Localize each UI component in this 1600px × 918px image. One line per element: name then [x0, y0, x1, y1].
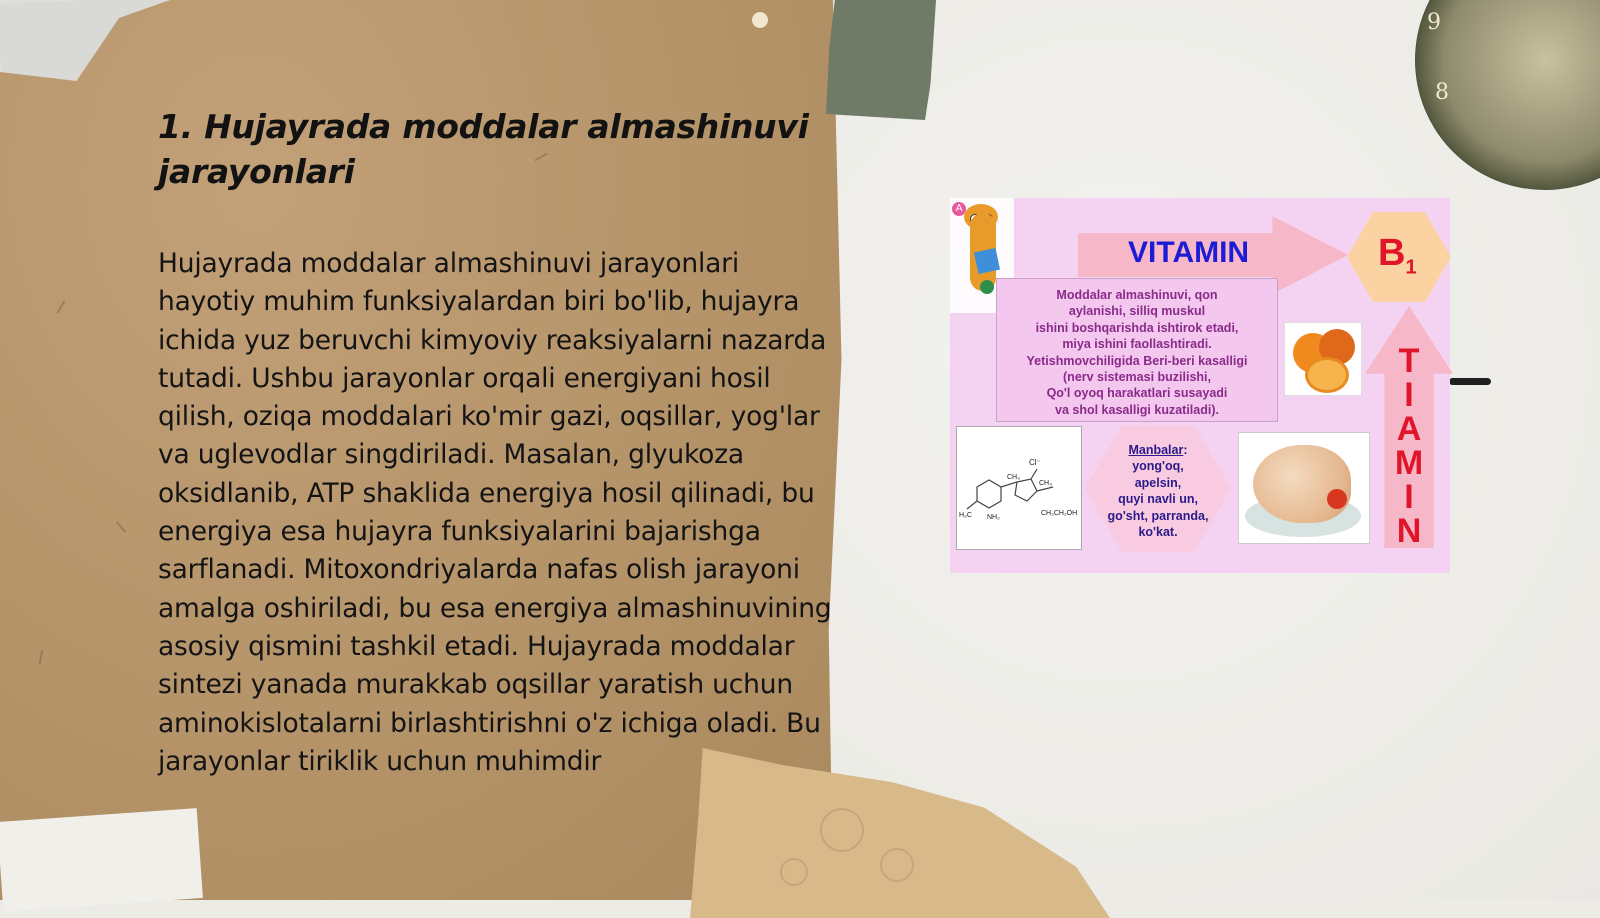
oranges-image — [1284, 322, 1362, 396]
molecule-label: CH₂CH₂OH — [1041, 510, 1078, 517]
sources-title: Manbalar — [1128, 443, 1184, 457]
roast-chicken — [1253, 445, 1351, 523]
molecule-label: CH₃ — [1007, 474, 1020, 481]
pin-dot — [752, 12, 768, 28]
chicken-image — [1238, 432, 1370, 544]
ornament-swirl — [780, 858, 808, 886]
sources-line: quyi navli un, — [1118, 492, 1198, 507]
b1-label — [1378, 232, 1417, 280]
description-box — [996, 278, 1278, 422]
molecule-label: CH₃ — [1039, 480, 1052, 487]
clock-numeral: 8 — [1435, 80, 1449, 105]
sources-heading — [1085, 442, 1231, 458]
tiamin-letter: T — [1398, 342, 1420, 380]
pyrimidine-ring — [977, 480, 1001, 508]
sources-line: go'sht, parranda, — [1107, 508, 1209, 523]
tiamin-letter: I — [1404, 376, 1414, 414]
mascot-ball — [980, 280, 994, 294]
sources-line: apelsin, — [1134, 475, 1182, 490]
molecule-label: Cl⁻ — [1029, 458, 1041, 467]
slide-body-text: Hujayrada moddalar almashinuvi jarayonlari hayotiy muhim funksiyalardan biri bo'lib, hujayra ichida yuz beruvchi kimyoviy reaksiyalarni nazarda tutadi. Ushbu jarayonlar orqali energiyani hosil qilish, oziqa moddalari ko'mir gazi, oqsillar, yog'lar va uglevodlar singdiriladi. Masalan, glyukoza oksidlanib, ATP shaklida energiya hosil qilinadi, bu energiya esa hujayra funksiyalarini bajarishga sarflanadi. Mitoxondriyalarda nafas olish jarayoni amalga oshiriladi, bu esa energiya almashinuvining asosiy qismini tashkil etadi. Hujayrada moddalar sintezi yanada murakkab oqsillar yaratish uchun aminokislotalarni birlashtirishni o'z ichiga oladi. Bu jarayonlar tiriklik uchun muhimdir — [158, 248, 832, 777]
tiamin-letter: I — [1404, 478, 1414, 516]
molecule-svg — [957, 427, 1081, 549]
molecule-bond — [1037, 487, 1053, 491]
paper-fiber — [39, 650, 43, 664]
pointer-mark — [1449, 378, 1491, 385]
molecule-bond — [1031, 469, 1037, 479]
mascot-tag — [974, 248, 1000, 274]
paper-fiber — [116, 521, 127, 533]
mascot-badge: A — [952, 202, 966, 216]
molecule-label: H₃C — [959, 512, 972, 519]
sources-line: ko'kat. — [1138, 525, 1178, 540]
green-tape-strip — [826, 0, 936, 120]
molecule-bond — [1001, 482, 1017, 487]
torn-white-scrap — [0, 808, 203, 912]
thiazole-ring — [1015, 479, 1037, 501]
tomato — [1327, 489, 1347, 509]
molecule-bond — [967, 501, 977, 509]
molecule-label: NH₂ — [987, 514, 1000, 521]
sources-colon: : — [1183, 443, 1188, 457]
clock-numeral: 9 — [1427, 10, 1441, 35]
tiamin-letter: A — [1396, 410, 1422, 448]
b1-letter: B — [1378, 232, 1406, 274]
b1-subscript: 1 — [1405, 256, 1417, 279]
thiamine-molecule-diagram — [956, 426, 1082, 550]
orange-slice — [1305, 357, 1349, 393]
paper-fiber — [57, 300, 66, 313]
ornament-swirl — [820, 808, 864, 852]
description-text: Moddalar almashinuvi, qon aylanishi, silliq muskul ishini boshqarishda ishtirok etadi, miya ishini faollashtiradi. Yetishmovchiligida Beri-beri kasalligi (nerv sistemasi buzilishi, Qo'l oyoq harakatlari susayadi va shol kasalligi kuzatiladi). — [1026, 288, 1248, 417]
sources-text — [1085, 442, 1231, 540]
slide-title: 1. Hujayrada moddalar almashinuvi jarayonlari — [158, 107, 809, 191]
vitamin-label: VITAMIN — [1128, 236, 1250, 269]
vitamin-b1-infographic — [950, 198, 1450, 573]
tiamin-letter: M — [1394, 444, 1424, 482]
tiamin-letter: N — [1396, 512, 1422, 550]
ornament-swirl — [880, 848, 914, 882]
sources-line: yong'oq, — [1132, 459, 1184, 474]
